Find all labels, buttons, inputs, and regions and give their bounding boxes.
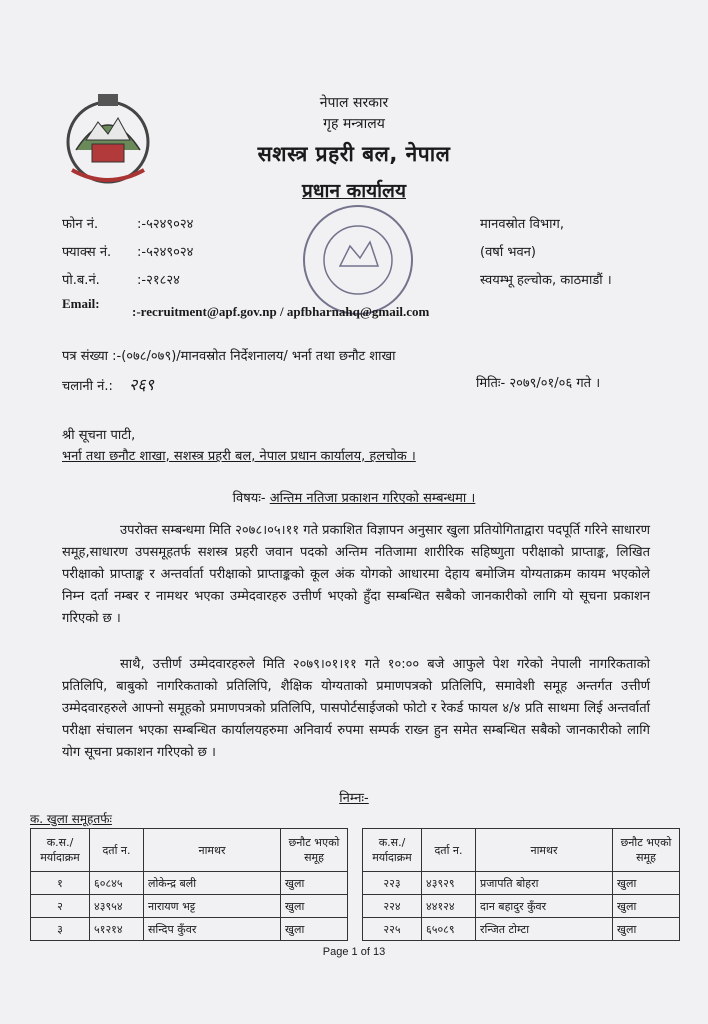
cell-rank: २२३ <box>363 872 422 895</box>
cell-rank: २ <box>31 895 90 918</box>
list-heading-text: निम्नः- <box>339 791 369 806</box>
recipient-line: श्री सूचना पाटी, <box>62 428 136 443</box>
email-label: Email: <box>62 296 100 311</box>
header-line-ministry: गृह मन्त्रालय <box>323 116 385 132</box>
letter-date: मितिः- २०७९/०१/०६ गते । <box>476 376 601 391</box>
column-header-rank: क.स./ मर्यादाक्रम <box>363 829 422 872</box>
column-header-name: नामथर <box>144 829 281 872</box>
list-heading <box>0 788 708 806</box>
results-table-right <box>362 828 680 941</box>
column-header-group: छनौट भएको समूह <box>613 829 680 872</box>
cell-group: खुला <box>281 872 348 895</box>
cell-group: खुला <box>281 895 348 918</box>
cell-group: खुला <box>613 895 680 918</box>
email-value[interactable]: :-recruitment@apf.gov.np / apfbharnahq@gmail.com <box>132 304 430 319</box>
results-table-left <box>30 828 348 941</box>
table-row <box>363 872 680 895</box>
table-row <box>363 895 680 918</box>
cell-reg-no: ४३९५४ <box>90 895 144 918</box>
table-row <box>363 918 680 941</box>
cell-rank: १ <box>31 872 90 895</box>
subject-line <box>0 488 708 506</box>
cell-reg-no: ४३९२९ <box>422 872 476 895</box>
recipient-address: भर्ना तथा छनौट शाखा, सशस्त्र प्रहरी बल, नेपाल प्रधान कार्यालय, हलचोक । <box>62 449 416 464</box>
cell-rank: २२४ <box>363 895 422 918</box>
section-heading: क. खुला समूहतर्फः <box>30 812 112 826</box>
dispatch-number: २६९ <box>129 375 154 394</box>
office-seal-stamp <box>298 200 418 320</box>
department-building: (वर्षा भवन) <box>480 245 536 260</box>
cell-name: दान बहादुर कुँवर <box>476 895 613 918</box>
header-office-text: प्रधान कार्यालय <box>302 180 406 202</box>
cell-reg-no: ४४१२४ <box>422 895 476 918</box>
column-header-reg-no: दर्ता न. <box>422 829 476 872</box>
header-line-government: नेपाल सरकार <box>319 95 389 111</box>
cell-group: खुला <box>281 918 348 941</box>
column-header-reg-no: दर्ता न. <box>90 829 144 872</box>
column-header-name: नामथर <box>476 829 613 872</box>
phone-value: :-५२४९०२४ <box>137 217 194 232</box>
cell-group: खुला <box>613 918 680 941</box>
table-row <box>31 872 348 895</box>
cell-name: लोकेन्द्र बली <box>144 872 281 895</box>
cell-rank: २२५ <box>363 918 422 941</box>
po-box-value: :-२१८२४ <box>137 273 180 288</box>
cell-name: रन्जित टोम्टा <box>476 918 613 941</box>
phone-label: फोन नं. <box>62 217 99 232</box>
dispatch-row <box>62 373 154 395</box>
subject-label: विषयः- <box>232 491 266 506</box>
department-name: मानवस्रोत विभाग, <box>480 217 564 232</box>
fax-label: फ्याक्स नं. <box>62 245 112 260</box>
cell-name: सन्दिप कुँवर <box>144 918 281 941</box>
cell-reg-no: ५१२१४ <box>90 918 144 941</box>
phone-row <box>62 214 193 232</box>
po-box-row <box>62 270 180 288</box>
cell-reg-no: ६५०८९ <box>422 918 476 941</box>
cell-reg-no: ६०८४५ <box>90 872 144 895</box>
dispatch-label: चलानी नं.: <box>62 379 113 394</box>
page-number: Page 1 of 13 <box>322 946 386 958</box>
letter-number: पत्र संख्या :-(०७८/०७९)/मानवस्रोत निर्देशनालय/ भर्ना तथा छनौट शाखा <box>62 349 396 364</box>
column-header-rank: क.स./ मर्यादाक्रम <box>31 829 90 872</box>
po-box-label: पो.ब.नं. <box>62 273 100 288</box>
department-address: स्वयम्भू हल्चोक, काठमाडौं । <box>480 273 612 288</box>
column-header-group: छनौट भएको समूह <box>281 829 348 872</box>
table-row <box>31 918 348 941</box>
subject-text: अन्तिम नतिजा प्रकाशन गरिएको सम्बन्धमा । <box>269 491 476 506</box>
paragraph-1: उपरोक्त सम्बन्धमा मिति २०७८।०५।११ गते प्रकाशित विज्ञापन अनुसार खुला प्रतियोगिताद्वारा पदपूर्ति गरिने साधारण समूह,साधारण उपसमूहतर्फ सशस्त्र प्रहरी जवान पदको अन्तिम नतिजामा शारीरिक सहिष्णुता परीक्षाको प्राप्ताङ्क, लिखित परीक्षाको प्राप्ताङ्क र अन्तर्वार्ता परीक्षाको प्राप्ताङ्कको कूल अंक योगको आधारमा देहाय बमोजिम योग्यताक्रम कायम भएकोले निम्न दर्ता नम्बर र नामथर भएका उम्मेदवारहरु उत्तीर्ण भएको हुँदा सम्बन्धित सबैको जानकारीको लागि यो सूचना प्रकाशन गरिएको छ । <box>62 523 650 626</box>
cell-name: नारायण भट्ट <box>144 895 281 918</box>
fax-value: :-५२४९०२४ <box>137 245 194 260</box>
fax-row <box>62 242 193 260</box>
cell-group: खुला <box>613 872 680 895</box>
cell-rank: ३ <box>31 918 90 941</box>
header-org-name: सशस्त्र प्रहरी बल, नेपाल <box>257 142 451 166</box>
paragraph-2: साथै, उत्तीर्ण उम्मेदवारहरुले मिति २०७९।०१।११ गते १०:०० बजे आफुले पेश गरेको नेपाली नागरिकताको प्रतिलिपि, बाबुको नागरिकताको प्रतिलिपि, शैक्षिक योग्यताको प्रमाणपत्रको प्रतिलिपि, समावेशी समूह अन्तर्गत उत्तीर्ण उम्मेदवारहरुले आफ्नो समूहको प्रमाणपत्रको प्रतिलिपि, पासपोर्टसाईजको फोटो र रेकर्ड फायल ४/४ प्रति साथमा लिई अन्तर्वार्ता परीक्षा संचालन भएका सम्बन्धित कार्यालयहरुमा अनिवार्य रुपमा सम्पर्क राख्न हुन समेत सम्बन्धित सबैको जानकारीको लागि योग सूचना प्रकाशन गरिएको छ । <box>62 657 651 760</box>
table-header-row <box>363 829 680 872</box>
cell-name: प्रजापति बोहरा <box>476 872 613 895</box>
table-header-row <box>31 829 348 872</box>
table-row <box>31 895 348 918</box>
